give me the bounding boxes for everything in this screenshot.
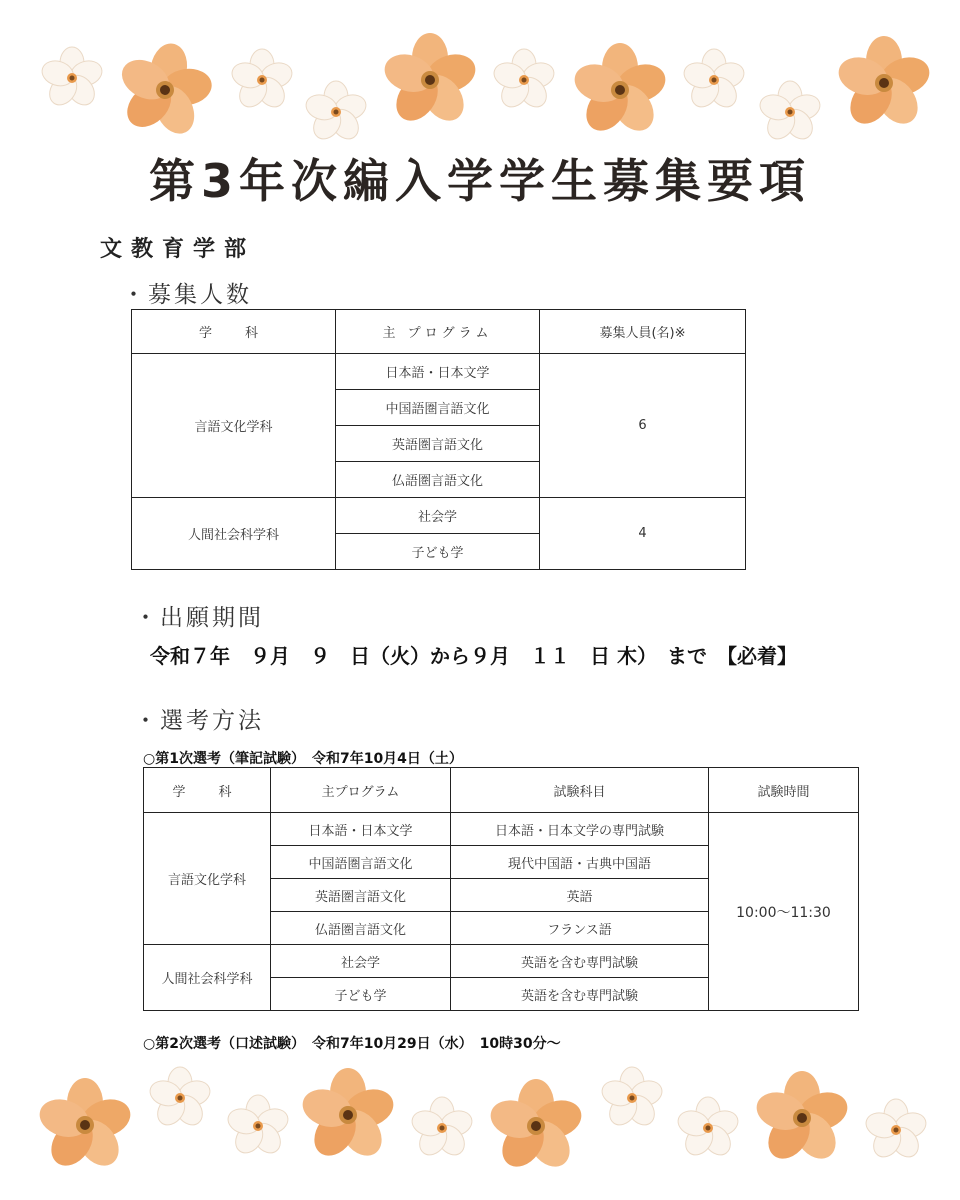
department-cell: 言語文化学科: [132, 354, 336, 498]
table-row: [132, 498, 746, 534]
selection-heading: ・選考方法: [134, 708, 264, 734]
first-exam-info: ○第1次選考（筆記試験） 令和7年10月4日（土）: [143, 751, 463, 767]
department-cell: 人間社会科学科: [132, 498, 336, 570]
header-time: 試験時間: [709, 768, 859, 813]
exam-table: [143, 767, 859, 1011]
subject-cell: 現代中国語・古典中国語: [451, 846, 709, 879]
header-program: 主プログラム: [271, 768, 451, 813]
program-cell: 子ども学: [271, 978, 451, 1011]
recruitment-heading: ・募集人数: [122, 282, 252, 308]
subject-cell: 英語: [451, 879, 709, 912]
table-row: [132, 354, 746, 390]
header-program: 主 プログラム: [336, 310, 540, 354]
header-count: 募集人員(名)※: [540, 310, 746, 354]
flower-border-top: [0, 20, 960, 160]
subject-cell: 英語を含む専門試験: [451, 945, 709, 978]
program-cell: 仏語圏言語文化: [336, 462, 540, 498]
program-cell: 英語圏言語文化: [336, 426, 540, 462]
application-period: 令和７年 ９月 ９ 日（火）から９月 １１ 日 木） まで 【必着】: [150, 644, 797, 668]
table-header-row: [144, 768, 859, 813]
table-row: [144, 813, 859, 846]
time-cell: 10:00～11:30: [709, 813, 859, 1011]
program-cell: 子ども学: [336, 534, 540, 570]
program-cell: 社会学: [336, 498, 540, 534]
program-cell: 日本語・日本文学: [271, 813, 451, 846]
subject-cell: 英語を含む専門試験: [451, 978, 709, 1011]
subject-cell: 日本語・日本文学の専門試験: [451, 813, 709, 846]
program-cell: 中国語圏言語文化: [271, 846, 451, 879]
header-department: 学 科: [144, 768, 271, 813]
department-cell: 言語文化学科: [144, 813, 271, 945]
table-header-row: [132, 310, 746, 354]
flower-border-bottom: [0, 1060, 960, 1200]
subject-cell: フランス語: [451, 912, 709, 945]
count-cell: 6: [540, 354, 746, 498]
program-cell: 日本語・日本文学: [336, 354, 540, 390]
page-title: 第3年次編入学学生募集要項: [148, 154, 811, 208]
second-exam-info: ○第2次選考（口述試験） 令和7年10月29日（水） 10時30分～: [143, 1036, 561, 1052]
faculty-name: 文教育学部: [100, 237, 256, 262]
recruitment-table: [131, 309, 746, 570]
header-subject: 試験科目: [451, 768, 709, 813]
program-cell: 社会学: [271, 945, 451, 978]
program-cell: 英語圏言語文化: [271, 879, 451, 912]
count-cell: 4: [540, 498, 746, 570]
program-cell: 仏語圏言語文化: [271, 912, 451, 945]
header-department: 学 科: [132, 310, 336, 354]
program-cell: 中国語圏言語文化: [336, 390, 540, 426]
department-cell: 人間社会科学科: [144, 945, 271, 1011]
application-heading: ・出願期間: [134, 605, 264, 631]
